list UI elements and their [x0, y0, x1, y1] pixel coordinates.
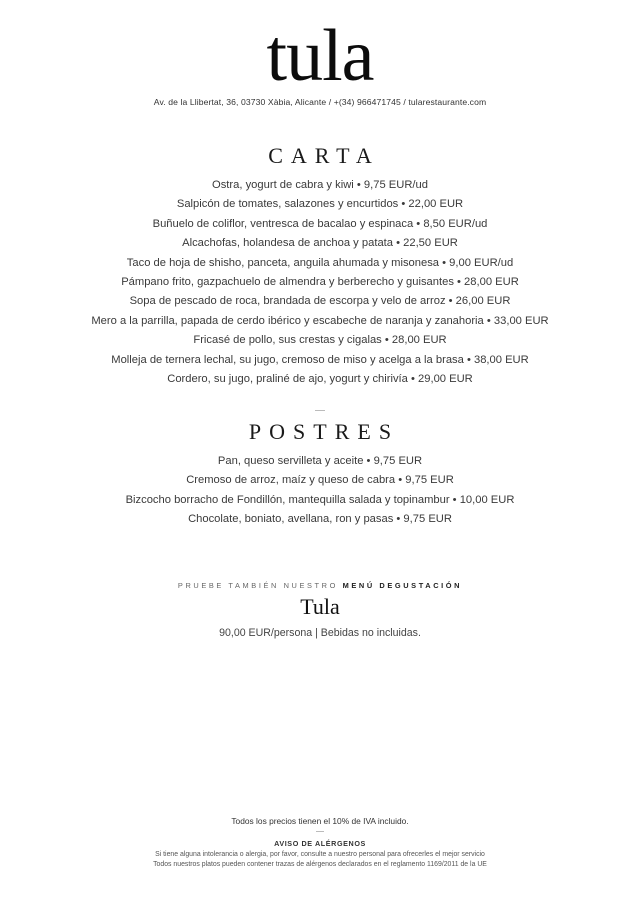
- allergen-notice-line: Si tiene alguna intolerancia o alergia, por favor, consulte a nuestro personal para ofrecerles el mejor servicio: [155, 851, 485, 858]
- carta-title: CARTA: [268, 143, 380, 168]
- restaurant-logo: tula: [266, 15, 374, 97]
- footer-divider: [316, 831, 324, 832]
- postres-item: Pan, queso servilleta y aceite • 9,75 EUR: [217, 455, 423, 467]
- postres-list: [0, 452, 640, 530]
- carta-item: Sopa de pescado de roca, brandada de escorpa y velo de arroz • 26,00 EUR: [129, 295, 511, 308]
- allergen-title: AVISO DE ALÉRGENOS: [274, 839, 366, 848]
- carta-item: Pámpano frito, gazpachuelo de almendra y berberecho y guisantes • 28,00 EUR: [121, 275, 519, 288]
- tasting-menu-price: 90,00 EUR/persona | Bebidas no incluidas.: [219, 627, 421, 639]
- carta-item: Mero a la parrilla, papada de cerdo ibérico y escabeche de naranja y zanahoria • 33,00 EUR: [91, 314, 549, 327]
- carta-item: Molleja de ternera lechal, su jugo, cremoso de miso y acelga a la brasa • 38,00 EUR: [111, 353, 529, 366]
- tasting-intro-text: PRUEBE TAMBIÉN NUESTRO: [177, 581, 338, 590]
- postres-title: POSTRES: [248, 419, 400, 444]
- postres-item: Cremoso de arroz, maíz y queso de cabra • 9,75 EUR: [186, 474, 454, 487]
- tasting-intro-highlight: MENÚ DEGUSTACIÓN: [342, 581, 463, 590]
- carta-item: Ostra, yogurt de cabra y kiwi • 9,75 EUR/ud: [212, 179, 428, 191]
- carta-item: Fricasé de pollo, sus crestas y cigalas • 28,00 EUR: [193, 334, 447, 347]
- tasting-menu-name: Tula: [300, 594, 340, 619]
- section-divider: [315, 410, 325, 411]
- restaurant-address: Av. de la Llibertat, 36, 03730 Xàbia, Alicante / +(34) 966471745 / tularestaurante.com: [153, 97, 487, 107]
- carta-list: [0, 176, 640, 389]
- iva-notice: Todos los precios tienen el 10% de IVA incluido.: [231, 816, 409, 826]
- tasting-menu-intro: [0, 581, 640, 590]
- carta-item: Cordero, su jugo, praliné de ajo, yogurt y chirivía • 29,00 EUR: [167, 372, 473, 385]
- carta-item: Salpicón de tomates, salazones y encurtidos • 22,00 EUR: [176, 198, 464, 211]
- postres-item: Chocolate, boniato, avellana, ron y pasas • 9,75 EUR: [188, 513, 452, 526]
- carta-item: Alcachofas, holandesa de anchoa y patata • 22,50 EUR: [182, 237, 458, 250]
- carta-item: Buñuelo de coliflor, ventresca de bacalao y espinaca • 8,50 EUR/ud: [152, 217, 488, 230]
- postres-item: Bizcocho borracho de Fondillón, mantequilla salada y topinambur • 10,00 EUR: [125, 493, 515, 506]
- allergen-notice-line: Todos nuestros platos pueden contener trazas de alérgenos declarados en el reglamento 1169/2011 de la UE: [153, 861, 487, 868]
- carta-item: Taco de hoja de shisho, panceta, anguila ahumada y misonesa • 9,00 EUR/ud: [126, 256, 514, 269]
